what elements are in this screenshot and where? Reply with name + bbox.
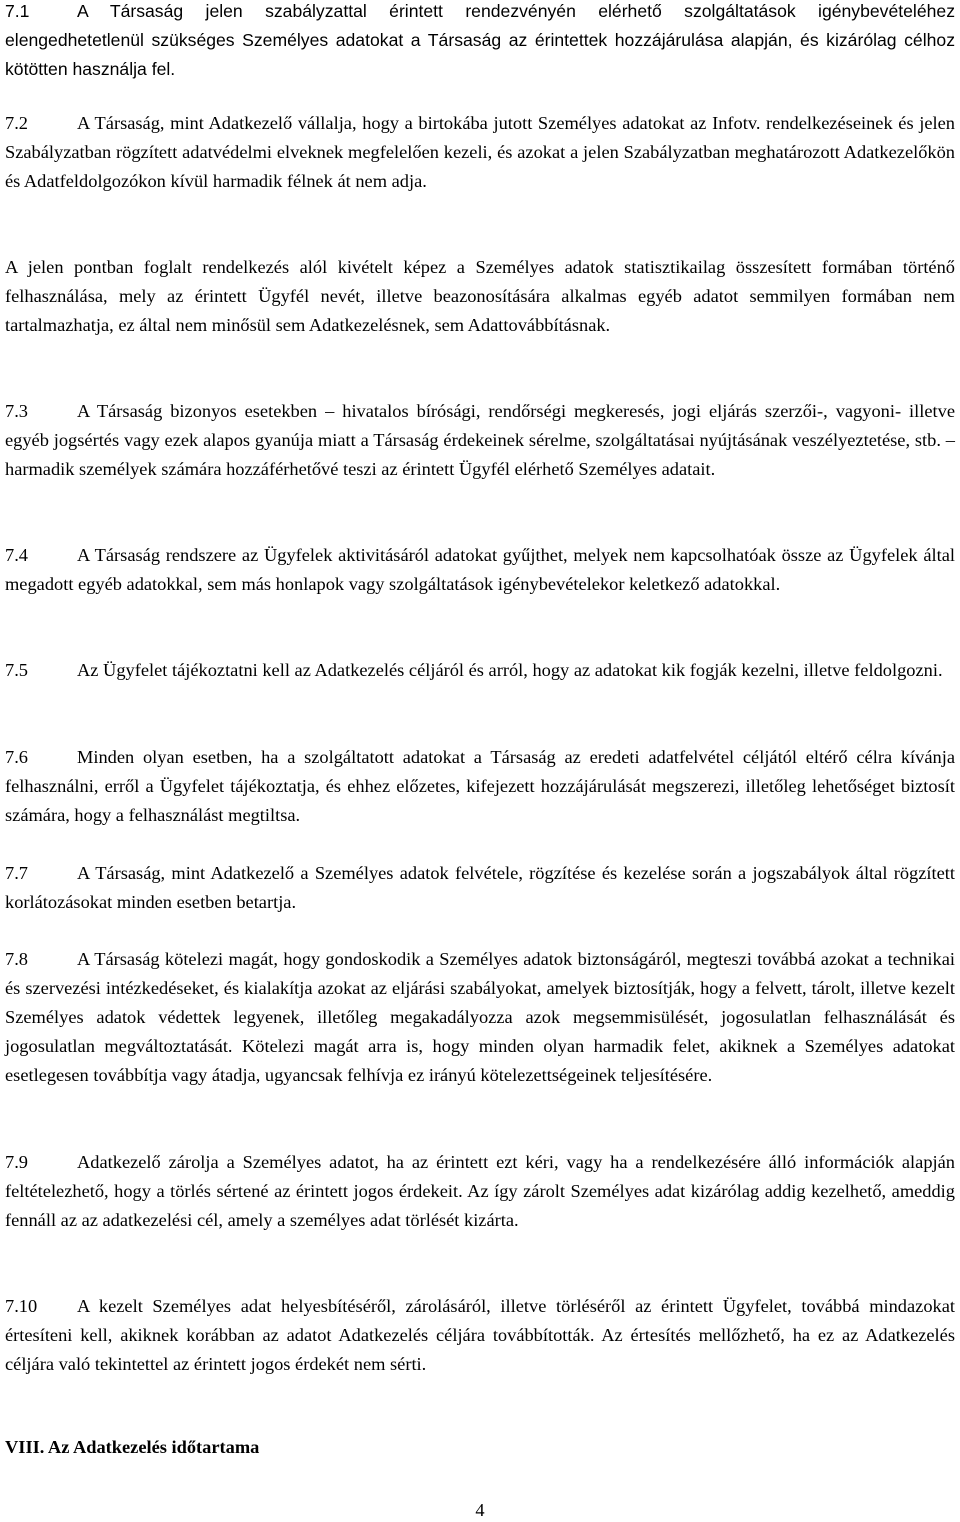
- section-text: A Társaság kötelezi magát, hogy gondoskodik a Személyes adatok biztonságáról, megteszi továbbá azokat a technikai és szervezési intézkedéseket, és kialakítja azokat az eljárási szabályokat, amelyek biztosítják, hogy a felvett, tárolt, illetve kezelt Személyes adatok védettek legyenek, illetőleg megakadályozza azok megsemmisülését, jogosulatlan felhasználását és jogosulatlan megváltoztatását. Kötelezi magát arra is, hogy minden olyan harmadik felet, akiknek a Személyes adatokat esetlegesen továbbítja vagy átadja, ugyancsak felhívja ez irányú kötelezettségeinek teljesítésére.: [5, 949, 955, 1085]
- section-number: 7.4: [5, 545, 28, 565]
- section-7-5: [5, 656, 955, 685]
- section-number: 7.9: [5, 1152, 28, 1172]
- section-text: A jelen pontban foglalt rendelkezés alól kivételt képez a Személyes adatok statisztikailag összesített formában történő felhasználása, mely az érintett Ügyfél nevét, illetve beazonosítására alkalmas egyéb adatot semmilyen formában nem tartalmazhatja, ez által nem minősül sem Adatkezelésnek, sem Adattovábbításnak.: [5, 257, 955, 335]
- section-7-7: [5, 859, 955, 917]
- section-number: 7.1: [5, 1, 30, 21]
- section-text: A Társaság bizonyos esetekben – hivatalos bírósági, rendőrségi megkeresés, jogi eljárás szerzői-, vagyoni- illetve egyéb jogsértés vagy ezek alapos gyanúja miatt a Társaság érdekeinek sérelme, szolgáltatásai nyújtásának veszélyeztetése, stb. – harmadik személyek számára hozzáférhetővé teszi az érintett Ügyfél elérhető Személyes adatait.: [5, 401, 955, 479]
- section-text: A Társaság, mint Adatkezelő vállalja, hogy a birtokába jutott Személyes adatokat az Infotv. rendelkezéseinek és jelen Szabályzatban rögzített adatvédelmi elveknek megfelelően kezeli, és azokat a jelen Szabályzatban meghatározott Adatkezelőkön és Adatfeldolgozókon kívül harmadik félnek át nem adja.: [5, 113, 955, 191]
- section-number: 7.10: [5, 1296, 38, 1316]
- section-text: Minden olyan esetben, ha a szolgáltatott adatokat a Társaság az eredeti adatfelvétel céljától eltérő célra kívánja felhasználni, erről a Ügyfelet tájékoztatja, és ehhez előzetes, kifejezett hozzájárulását megszerezi, illetőleg lehetőséget biztosít számára, hogy a felhasználást megtiltsa.: [5, 747, 955, 825]
- section-number: 7.3: [5, 401, 28, 421]
- section-text: Adatkezelő zárolja a Személyes adatot, ha az érintett ezt kéri, vagy ha a rendelkezésére álló információk alapján feltételezhető, hogy a törlés sértené az érintett jogos érdekeit. Az így zárolt Személyes adat kizárólag addig kezelhető, ameddig fennáll az az adatkezelési cél, amely a személyes adat törlését kizárta.: [5, 1152, 955, 1230]
- section-number: 7.5: [5, 660, 28, 680]
- section-number: 7.2: [5, 113, 28, 133]
- chapter-heading: VIII. Az Adatkezelés időtartama: [5, 1437, 260, 1457]
- section-7-3: [5, 397, 955, 484]
- page-number: 4: [475, 1500, 485, 1520]
- section-text: Az Ügyfelet tájékoztatni kell az Adatkezelés céljáról és arról, hogy az adatokat kik fogják kezelni, illetve feldolgozni.: [77, 660, 943, 680]
- section-7-2-exception: [5, 253, 955, 340]
- section-number: 7.7: [5, 863, 28, 883]
- section-number: 7.8: [5, 949, 28, 969]
- section-7-9: [5, 1148, 955, 1235]
- section-7-6: [5, 743, 955, 830]
- section-7-8: [5, 945, 955, 1090]
- section-number: 7.6: [5, 747, 28, 767]
- section-text: A kezelt Személyes adat helyesbítéséről, zárolásáról, illetve törléséről az érintett Ügyfelet, továbbá mindazokat értesíteni kell, akiknek korábban az adatot Adatkezelés céljára továbbították. Az értesítés mellőzhető, ha ez az Adatkezelés céljára való tekintettel az érintett jogos érdekét nem sérti.: [5, 1296, 955, 1374]
- section-text: A Társaság rendszere az Ügyfelek aktivitásáról adatokat gyűjthet, melyek nem kapcsolhatóak össze az Ügyfelek által megadott egyéb adatokkal, sem más honlapok vagy szolgáltatások igénybevételekor keletkező adatokkal.: [5, 545, 955, 594]
- section-text: A Társaság jelen szabályzattal érintett rendezvényén elérhető szolgáltatások igénybevételéhez elengedhetetlenül szükséges Személyes adatokat a Társaság az érintettek hozzájárulása alapján, és kizárólag célhoz kötötten használja fel.: [5, 1, 955, 79]
- section-7-1: [5, 0, 955, 84]
- section-text: A Társaság, mint Adatkezelő a Személyes adatok felvétele, rögzítése és kezelése során a jogszabályok által rögzített korlátozásokat minden esetben betartja.: [5, 863, 955, 912]
- section-7-10: [5, 1292, 955, 1379]
- section-7-4: [5, 541, 955, 599]
- section-7-2: [5, 109, 955, 196]
